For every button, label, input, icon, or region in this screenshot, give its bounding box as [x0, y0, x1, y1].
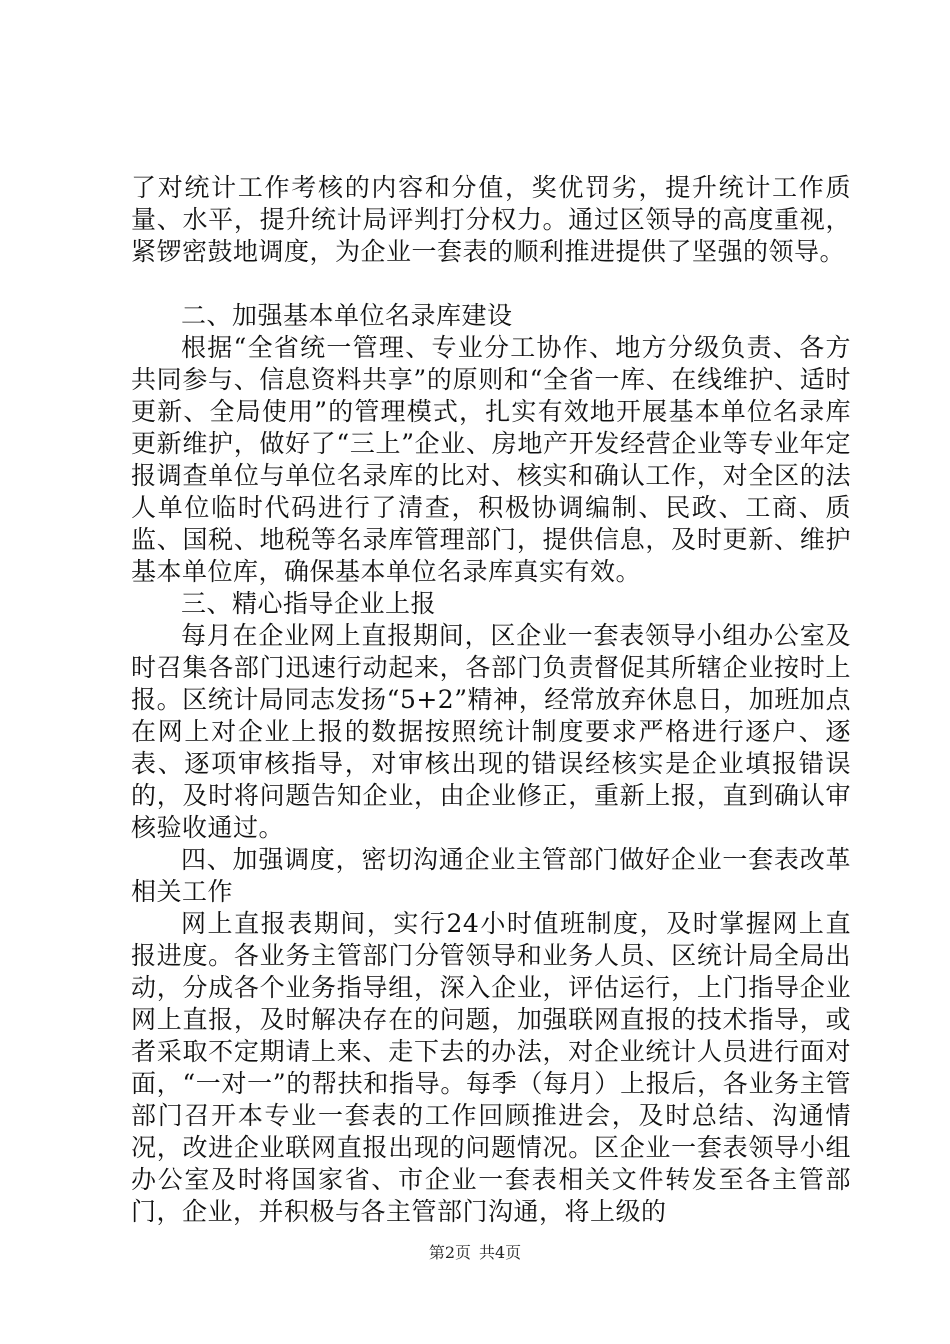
paragraph-section-3: 每月在企业网上直报期间，区企业一套表领导小组办公室及时召集各部门迅速行动起来，各部门负责督促其所辖企业按时上报。区统计局同志发扬“5+2”精神，经常放弃休息日，加班加点在网上对企业上报的数据按照统计制度要求严格进行逐户、逐表、逐项审核指导，对审核出现的错误经核实是企业填报错误的，及时将问题告知企业，由企业修正，重新上报，直到确认审核验收通过。: [131, 621, 851, 842]
page-footer: [0, 1243, 950, 1263]
paragraph-continuation: 了对统计工作考核的内容和分值，奖优罚劣，提升统计工作质量、水平，提升统计局评判打分权力。通过区领导的高度重视，紧锣密鼓地调度，为企业一套表的顺利推进提供了坚强的领导。: [131, 173, 851, 266]
document-body: [131, 172, 851, 1228]
section-heading-4: 四、加强调度，密切沟通企业主管部门做好企业一套表改革相关工作: [131, 845, 851, 906]
page-number: 第2页: [428, 1243, 471, 1262]
section-heading-2: 二、加强基本单位名录库建设: [181, 301, 513, 330]
page-total: 共4页: [479, 1243, 522, 1262]
section-heading-3: 三、精心指导企业上报: [181, 589, 437, 618]
paragraph-section-2: 根据“全省统一管理、专业分工协作、地方分级负责、各方共同参与、信息资料共享”的原则和“全省一库、在线维护、适时更新、全局使用”的管理模式，扎实有效地开展基本单位名录库更新维护，做好了“三上”企业、房地产开发经营企业等专业年定报调查单位与单位名录库的比对、核实和确认工作，对全区的法人单位临时代码进行了清查，积极协调编制、民政、工商、质监、国税、地税等名录库管理部门，提供信息，及时更新、维护基本单位库，确保基本单位名录库真实有效。: [131, 333, 851, 586]
paragraph-section-4: 网上直报表期间，实行24小时值班制度，及时掌握网上直报进度。各业务主管部门分管领导和业务人员、区统计局全局出动，分成各个业务指导组，深入企业，评估运行，上门指导企业网上直报，及时解决存在的问题，加强联网直报的技术指导，或者采取不定期请上来、走下去的办法，对企业统计人员进行面对面，“一对一”的帮扶和指导。每季（每月）上报后，各业务主管部门召开本专业一套表的工作回顾推进会，及时总结、沟通情况，改进企业联网直报出现的问题情况。区企业一套表领导小组办公室及时将国家省、市企业一套表相关文件转发至各主管部门，企业，并积极与各主管部门沟通，将上级的: [131, 909, 851, 1226]
